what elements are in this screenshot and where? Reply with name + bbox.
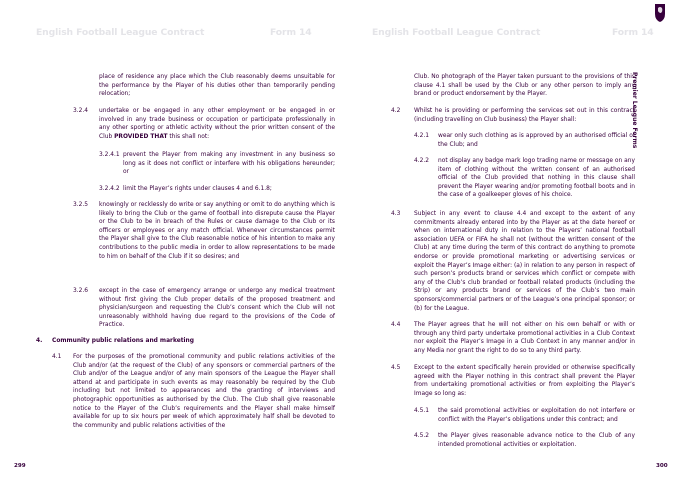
- left-form-label: Form 14: [270, 27, 312, 38]
- left-running-header: English Football League Contract: [36, 27, 205, 38]
- clause-number: 3.2.5: [73, 202, 88, 208]
- clause-3-2-6: except in the case of emergency arrange or undergo any medical treatment without first giving the Club proper details of the proposed treatment and physician/surgeon and requesting the Club’s consent which the Club will not unreasonably withhold having due regard to the provisions of the Code of Practice.: [99, 288, 335, 329]
- clause-4-5-2: the Player gives reasonable advance notice to the Club of any intended promotional activities or exploitation.: [438, 433, 635, 448]
- clause-4-5-1: the said promotional activities or exploitation do not interfere or conflict with the Player’s obligations under this contract; and: [438, 408, 635, 423]
- clause-4-1: For the purposes of the promotional community and public relations activities of the Club and/or (at the request of the Club) of any sponsors or commercial partners of the Club and/or of the League and/or of any main sponsors of the League the Player shall attend at and participate in such events as may reasonably be required by the Club including but not limited to appearances and the granting of interviews and photographic opportunities as authorised by the Club. The Club shall give reasonable notice to the Player of the Club’s requirements and the Player shall make himself available for up to six hours per week of which approximately half shall be devoted to the community and public relations activities of the: [73, 354, 335, 429]
- clause-4-2: Whilst he is providing or performing the services set out in this contract (including travelling on Club business) the Player shall:: [414, 108, 635, 123]
- clause-number: 4.2: [391, 108, 401, 114]
- clause-4-3: Subject in any event to clause 4.4 and except to the extent of any commitments already entered into by the Player as at the date hereof or when on international duty in relation to the Players’ national football association UEFA or FIFA he shall not (without the written consent of the Club) at any time during the term of this contract do anything to promote endorse or provide promotional marketing or advertising services or exploit the Player’s Image either: (a) in relation to any person in respect of such person’s products brand or services which conflict or compete with any of the Club’s club branded or football related products (including the Strip) or any products brand or services of the Club’s two main sponsors/commercial partners or of the League’s one principal sponsor; or (b) for the League.: [414, 211, 635, 312]
- right-continuation-paragraph: Club. No photograph of the Player taken pursuant to the provisions of this clause 4.1 shall be used by the Club or any other person to imply any brand or product endorsement by the Player.: [414, 74, 635, 98]
- clause-4-4: The Player agrees that he will not either on his own behalf or with or through any third party undertake promotional activities in a Club Context nor exploit the Player’s Image in a Club Context in any manner and/or in any Media nor grant the right to do so to any third party.: [414, 322, 635, 354]
- page-number-right: 300: [656, 463, 668, 469]
- section-number: 4.: [36, 338, 43, 344]
- section-heading: Community public relations and marketing: [52, 338, 194, 344]
- clause-3-2-4-1: prevent the Player from making any investment in any business so long as it does not conflict or interfere with his obligations hereunder; or: [123, 152, 335, 176]
- clause-number: 4.5.2: [414, 433, 429, 439]
- clause-number: 3.2.4: [73, 108, 88, 114]
- clause-number: 3.2.6: [73, 288, 88, 294]
- clause-4-5: Except to the extent specifically herein provided or otherwise specifically agreed with the Player nothing in this contract shall prevent the Player from undertaking promotional activities or from exploiting the Player’s Image so long as:: [414, 365, 635, 397]
- clause-4-2-1: wear only such clothing as is approved by an authorised official of the Club; and: [438, 133, 635, 148]
- clause-number: 4.3: [391, 211, 401, 217]
- clause-3-2-4: undertake or be engaged in any other employment or be engaged in or involved in any trade business or occupation or participate professionally in any other sporting or athletic activity without the prior written consent of the Club PROVIDED THAT this shall not:: [99, 108, 335, 140]
- clause-number: 4.5: [391, 365, 401, 371]
- clause-number: 4.4: [391, 322, 401, 328]
- clause-number: 4.1: [52, 354, 62, 360]
- left-continuation-paragraph: place of residence any place which the Club reasonably deems unsuitable for the performance by the Player of his duties other than temporarily pending relocation;: [99, 74, 335, 98]
- side-section-label: Premier League Forms: [631, 72, 638, 149]
- clause-number: 4.5.1: [414, 408, 429, 414]
- clause-3-2-5: knowingly or recklessly do write or say anything or omit to do anything which is likely to bring the Club or the game of football into disrepute cause the Player or the Club to be in breach of the Rules or cause damage to the Club or its officers or employees or any match official. Whenever circumstances permit the Player shall give to the Club reasonable notice of his intention to make any contributions to the public media in order to allow representations to be made to him on behalf of the Club if it so desires; and: [99, 202, 335, 260]
- right-running-header: English Football League Contract: [372, 27, 541, 38]
- premier-league-lion-icon: [654, 4, 666, 22]
- clause-number: 3.2.4.2: [99, 186, 120, 192]
- clause-3-2-4-2: limit the Player’s rights under clauses 4 and 6.1.8;: [123, 186, 272, 192]
- right-form-label: Form 14: [612, 27, 654, 38]
- clause-number: 3.2.4.1: [99, 152, 120, 158]
- clause-number: 4.2.2: [414, 158, 429, 164]
- clause-4-2-2: not display any badge mark logo trading name or message on any item of clothing without the written consent of an authorised official of the Club provided that nothing in this clause shall prevent the Player wearing and/or promoting football boots and in the case of a goalkeeper gloves of his choice.: [438, 158, 635, 199]
- page-number-left: 299: [14, 463, 26, 469]
- clause-number: 4.2.1: [414, 133, 429, 139]
